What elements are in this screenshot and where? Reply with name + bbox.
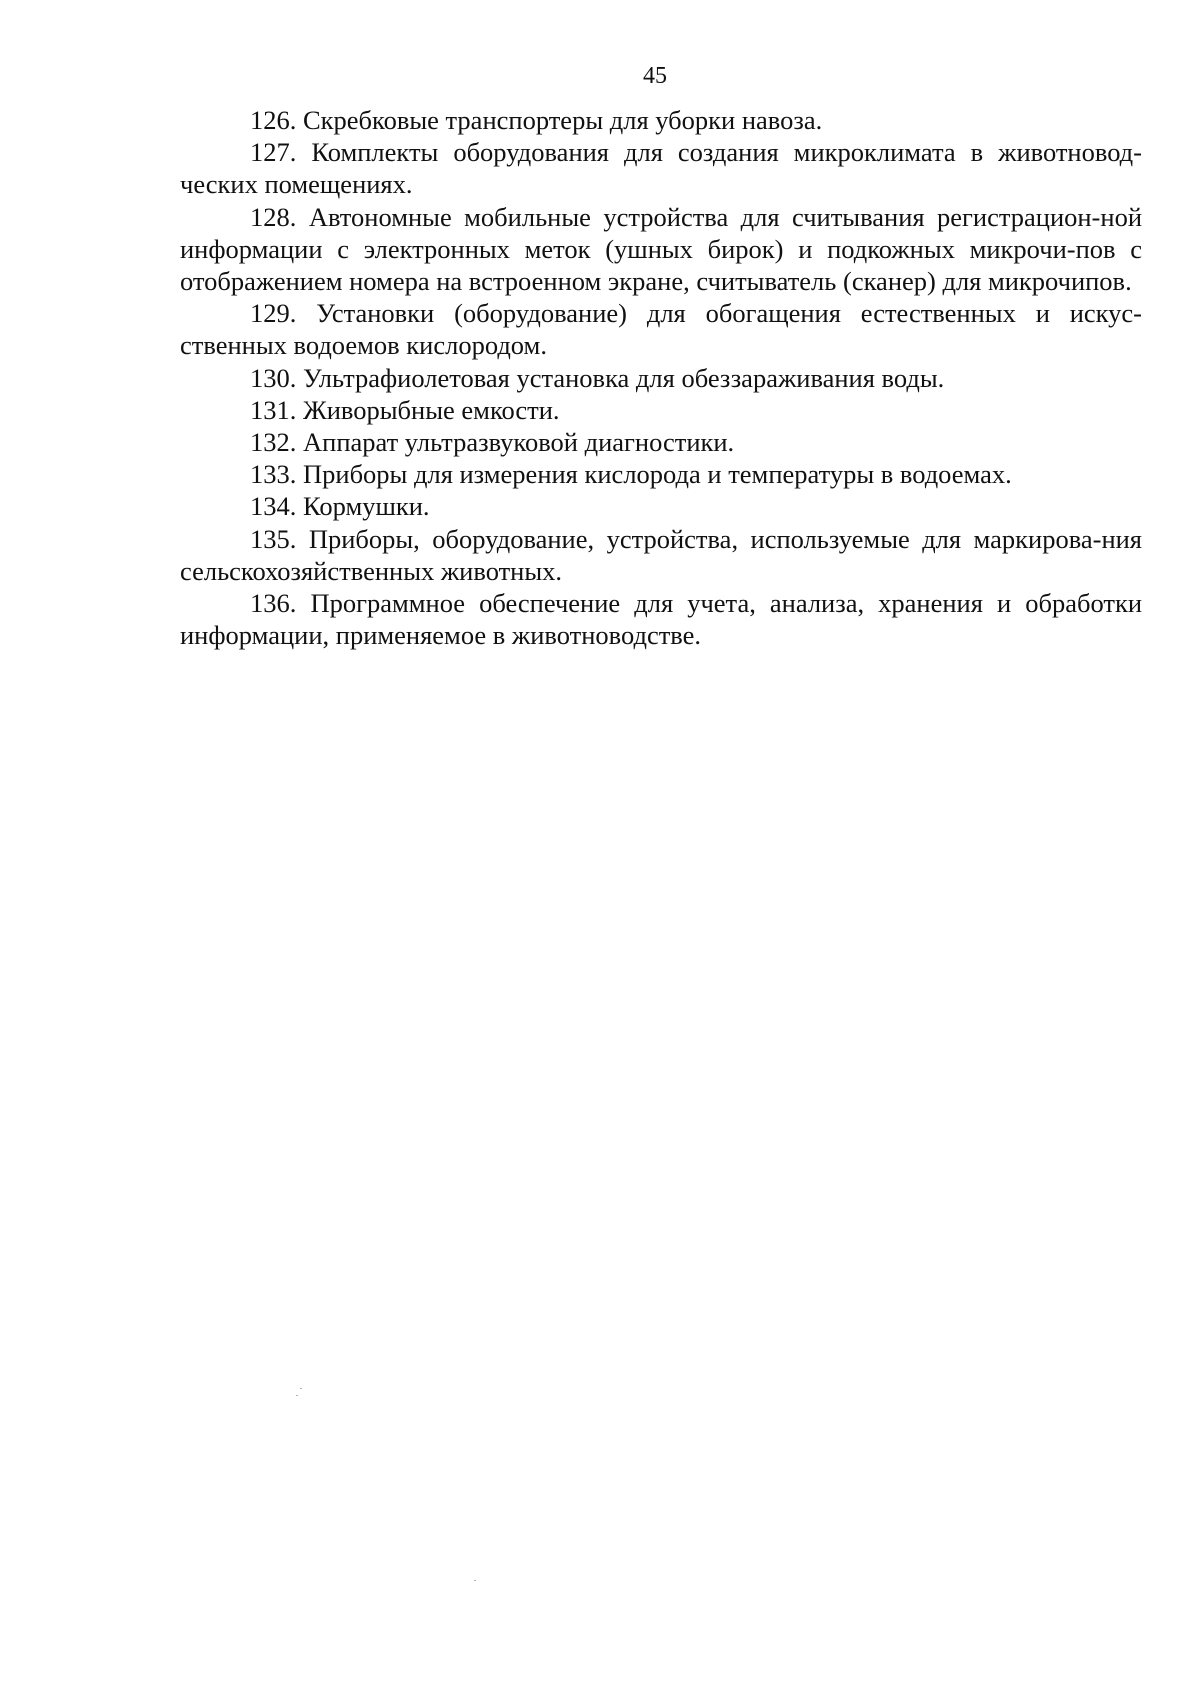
list-item — [180, 458, 1142, 490]
item-number: 128. — [250, 201, 297, 232]
scan-speck — [296, 1395, 298, 1396]
list-item — [180, 587, 1142, 651]
item-number: 131. — [250, 394, 297, 425]
item-text: Ультрафиолетовая установка для обеззараживания воды. — [303, 362, 945, 393]
scan-speck — [300, 1388, 302, 1389]
document-body — [180, 104, 1142, 651]
item-text: Приборы для измерения кислорода и температуры в водоемах. — [303, 459, 1012, 490]
item-text: Автономные мобильные устройства для считывания регистрацион-ной информации с электронных меток (ушных бирок) и подкожных микрочи-пов с отображением номера на встроенном экране, считыватель (сканер) для микрочипов. — [180, 201, 1142, 297]
item-number: 129. — [250, 298, 297, 329]
list-item — [180, 362, 1142, 394]
item-number: 135. — [250, 523, 297, 554]
item-text: Программное обеспечение для учета, анализа, хранения и обработки информации, применяемое в животноводстве. — [180, 588, 1143, 651]
item-text: Аппарат ультразвуковой диагностики. — [303, 427, 735, 458]
item-text: Приборы, оборудование, устройства, используемые для маркирова-ния сельскохозяйственных животных. — [180, 523, 1143, 586]
item-text: Комплекты оборудования для создания микроклимата в животновод-ческих помещениях. — [180, 137, 1142, 200]
list-item — [180, 104, 1142, 136]
item-number: 134. — [250, 491, 297, 522]
scan-speck — [474, 1580, 476, 1581]
item-number: 126. — [250, 105, 297, 135]
item-number: 136. — [250, 588, 297, 619]
list-item — [180, 394, 1142, 426]
item-number: 133. — [250, 459, 297, 490]
list-item — [180, 490, 1142, 522]
list-item — [180, 201, 1142, 298]
list-item — [180, 426, 1142, 458]
page-number: 45 — [643, 63, 667, 89]
item-text: Кормушки. — [303, 491, 430, 522]
item-number: 130. — [250, 362, 297, 393]
list-item — [180, 297, 1142, 361]
list-item — [180, 136, 1142, 200]
item-text: Живорыбные емкости. — [303, 394, 560, 425]
item-number: 127. — [250, 137, 297, 168]
item-text: Установки (оборудование) для обогащения естественных и искус-ственных водоемов кислородом. — [180, 298, 1142, 361]
item-text: Скребковые транспортеры для уборки навоза. — [303, 105, 823, 135]
list-item — [180, 523, 1142, 587]
item-number: 132. — [250, 427, 297, 458]
